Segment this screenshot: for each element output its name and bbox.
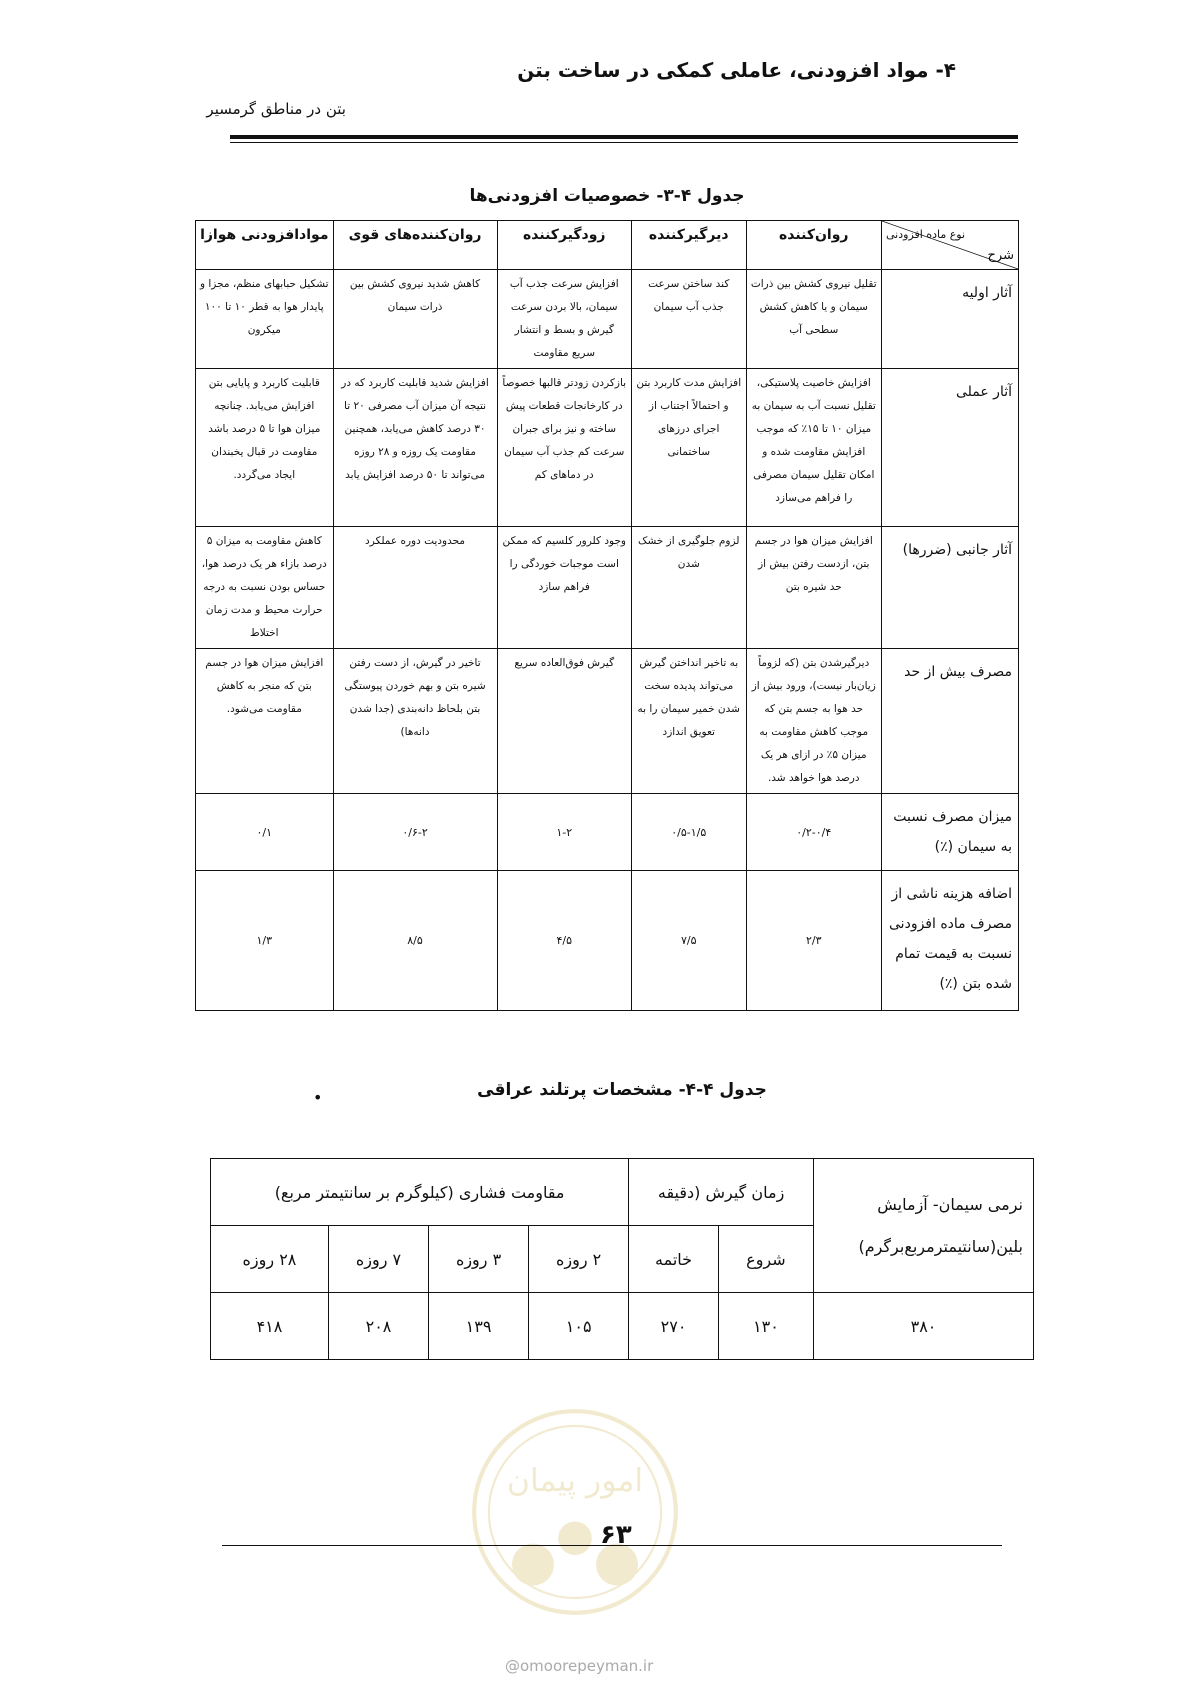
- table-cell: ۴/۵: [497, 871, 631, 1011]
- table-row: [196, 871, 1019, 1011]
- table-row: [196, 527, 1019, 649]
- table-cell: افزایش سرعت جذب آب سیمان، بالا بردن سرعت گیرش و بسط و انتشار سریع مقاومت: [497, 270, 631, 369]
- table-cell: ۱۳۹: [429, 1293, 529, 1360]
- watermark-url: @omoorepeyman.ir: [505, 1657, 654, 1675]
- table-cell: افزایش خاصیت پلاستیکی، تقلیل نسبت آب به سیمان به میزان ۱۰ تا ۱۵٪ که موجب افزایش مقاومت شده و امکان تقلیل سیمان مصرفی را فراهم می‌سازد: [746, 369, 881, 527]
- row-label-side-effects: آثار جانبی (ضررها): [882, 527, 1019, 649]
- table-cell: به تاخیر انداختن گیرش می‌تواند پدیده سخت شدن خمیر سیمان را به تعویق اندازد: [631, 649, 746, 794]
- strength-28day-header: ۲۸ روزه: [211, 1226, 329, 1293]
- corner-top-label: نوع ماده افزودنی: [886, 228, 966, 241]
- table-row: [196, 270, 1019, 369]
- table-cell: کند ساختن سرعت جذب آب سیمان: [631, 270, 746, 369]
- table-cell: وجود کلرور کلسیم که ممکن است موجبات خوردگی را فراهم سازد: [497, 527, 631, 649]
- table-cell: لزوم جلوگیری از خشک شدن: [631, 527, 746, 649]
- table-cell: ۱۰۵: [529, 1293, 629, 1360]
- table-row: [196, 794, 1019, 871]
- row-label-overdose: مصرف بیش از حد: [882, 649, 1019, 794]
- table-cell: تشکیل حبابهای منظم، مجزا و پایدار هوا به قطر ۱۰ تا ۱۰۰ میکرون: [196, 270, 334, 369]
- row-label-extra-cost: اضافه هزینه ناشی از مصرف ماده افزودنی نسبت به قیمت تمام شده بتن (٪): [882, 871, 1019, 1011]
- table-cell: ۱-۲: [497, 794, 631, 871]
- col-header-plasticizer: روان‌کننده: [746, 221, 881, 270]
- table-cell: افزایش میزان هوا در جسم بتن، ازدست رفتن بیش از حد شیره بتن: [746, 527, 881, 649]
- chapter-title: ۴- مواد افزودنی، عاملی کمکی در ساخت بتن: [517, 58, 956, 82]
- table-cell: ۲۰۸: [328, 1293, 428, 1360]
- table-cell: ۰/۶-۲: [333, 794, 497, 871]
- col-header-superplasticizer: روان‌کننده‌های قوی: [333, 221, 497, 270]
- row-label-dosage: میزان مصرف نسبت به سیمان (٪): [882, 794, 1019, 871]
- setting-time-header: زمان گیرش (دقیقه: [629, 1159, 814, 1226]
- iraqi-portland-table: [210, 1158, 1034, 1360]
- stray-mark: •: [313, 1088, 323, 1107]
- row-label-primary-effects: آثار اولیه: [882, 270, 1019, 369]
- col-header-retarder: دیرگیرکننده: [631, 221, 746, 270]
- table-cell: ۰/۲-۰/۴: [746, 794, 881, 871]
- book-title: بتن در مناطق گرمسیر: [206, 100, 346, 118]
- table-cell: ۷/۵: [631, 871, 746, 1011]
- corner-header-cell: [882, 221, 1019, 270]
- table-cell: تاخیر در گیرش، از دست رفتن شیره بتن و بهم خوردن پیوستگی بتن بلحاظ دانه‌بندی (جدا شدن دانه‌ها): [333, 649, 497, 794]
- fineness-header: نرمی سیمان- آزمایش بلین(سانتیمترمربع‌برگرم): [814, 1159, 1034, 1293]
- col-header-accelerator: زودگیرکننده: [497, 221, 631, 270]
- row-label-practical-effects: آثار عملی: [882, 369, 1019, 527]
- compressive-strength-header: مقاومت فشاری (کیلوگرم بر سانتیمتر مربع): [211, 1159, 629, 1226]
- table-cell: دیرگیرشدن بتن (که لزوماً زیان‌بار نیست)، ورود بیش از حد هوا به جسم بتن که موجب کاهش مقاومت به میزان ۵٪ در ازای هر یک درصد هوا خواهد شد.: [746, 649, 881, 794]
- table-cell: ۱/۳: [196, 871, 334, 1011]
- header-rule-thin: [230, 142, 1018, 143]
- setting-end-header: خاتمه: [629, 1226, 719, 1293]
- corner-bottom-label: شرح: [987, 248, 1014, 263]
- table-cell: ۰/۵-۱/۵: [631, 794, 746, 871]
- admixture-properties-table: [195, 220, 1019, 1011]
- strength-3day-header: ۳ روزه: [429, 1226, 529, 1293]
- table-cell: ۳۸۰: [814, 1293, 1034, 1360]
- table-cell: ۲۷۰: [629, 1293, 719, 1360]
- table-cell: افزایش میزان هوا در جسم بتن که منجر به کاهش مقاومت می‌شود.: [196, 649, 334, 794]
- setting-start-header: شروع: [718, 1226, 813, 1293]
- header-rule-thick: [230, 135, 1018, 139]
- table-row: [211, 1293, 1034, 1360]
- watermark-logo: [470, 1407, 680, 1617]
- table-row: [196, 649, 1019, 794]
- table-cell: کاهش شدید نیروی کشش بین ذرات سیمان: [333, 270, 497, 369]
- table-cell: تقلیل نیروی کشش بین ذرات سیمان و یا کاهش کشش سطحی آب: [746, 270, 881, 369]
- table-cell: ۸/۵: [333, 871, 497, 1011]
- strength-7day-header: ۷ روزه: [328, 1226, 428, 1293]
- table-cell: بازکردن زودتر قالبها خصوصاً در کارخانجات قطعات پیش ساخته و نیز برای جبران سرعت کم جذب آب سیمان در دماهای کم: [497, 369, 631, 527]
- table-row: [196, 369, 1019, 527]
- table-cell: افزایش مدت کاربرد بتن و احتمالاً اجتناب از اجرای درزهای ساختمانی: [631, 369, 746, 527]
- table2-caption: جدول ۴-۴- مشخصات پرتلند عراقی: [477, 1080, 767, 1100]
- col-header-air-entraining: موادافزودنی هوازا: [196, 221, 334, 270]
- table-cell: ۰/۱: [196, 794, 334, 871]
- table-cell: محدودیت دوره عملکرد: [333, 527, 497, 649]
- table-cell: گیرش فوق‌العاده سریع: [497, 649, 631, 794]
- table-cell: کاهش مقاومت به میزان ۵ درصد بازاء هر یک درصد هوا، حساس بودن نسبت به درجه حرارت محیط و مدت زمان اختلاط: [196, 527, 334, 649]
- table-cell: ۲/۳: [746, 871, 881, 1011]
- watermark-text: امور پیمان: [506, 1463, 644, 1499]
- table-cell: ۱۳۰: [718, 1293, 813, 1360]
- table-cell: ۴۱۸: [211, 1293, 329, 1360]
- page-number: ۶۳: [600, 1520, 632, 1550]
- table-cell: افزایش شدید قابلیت کاربرد که در نتیجه آن میزان آب مصرفی ۲۰ تا ۳۰ درصد کاهش می‌یابد، همچنین مقاومت یک روزه و ۲۸ روزه می‌تواند تا ۵۰ درصد افزایش یابد: [333, 369, 497, 527]
- strength-2day-header: ۲ روزه: [529, 1226, 629, 1293]
- table-cell: قابلیت کاربرد و پایایی بتن افزایش می‌یابد. چنانچه میزان هوا تا ۵ درصد باشد مقاومت در قبال یخبندان ایجاد می‌گردد.: [196, 369, 334, 527]
- table1-caption: جدول ۴-۳- خصوصیات افزودنی‌ها: [469, 186, 745, 206]
